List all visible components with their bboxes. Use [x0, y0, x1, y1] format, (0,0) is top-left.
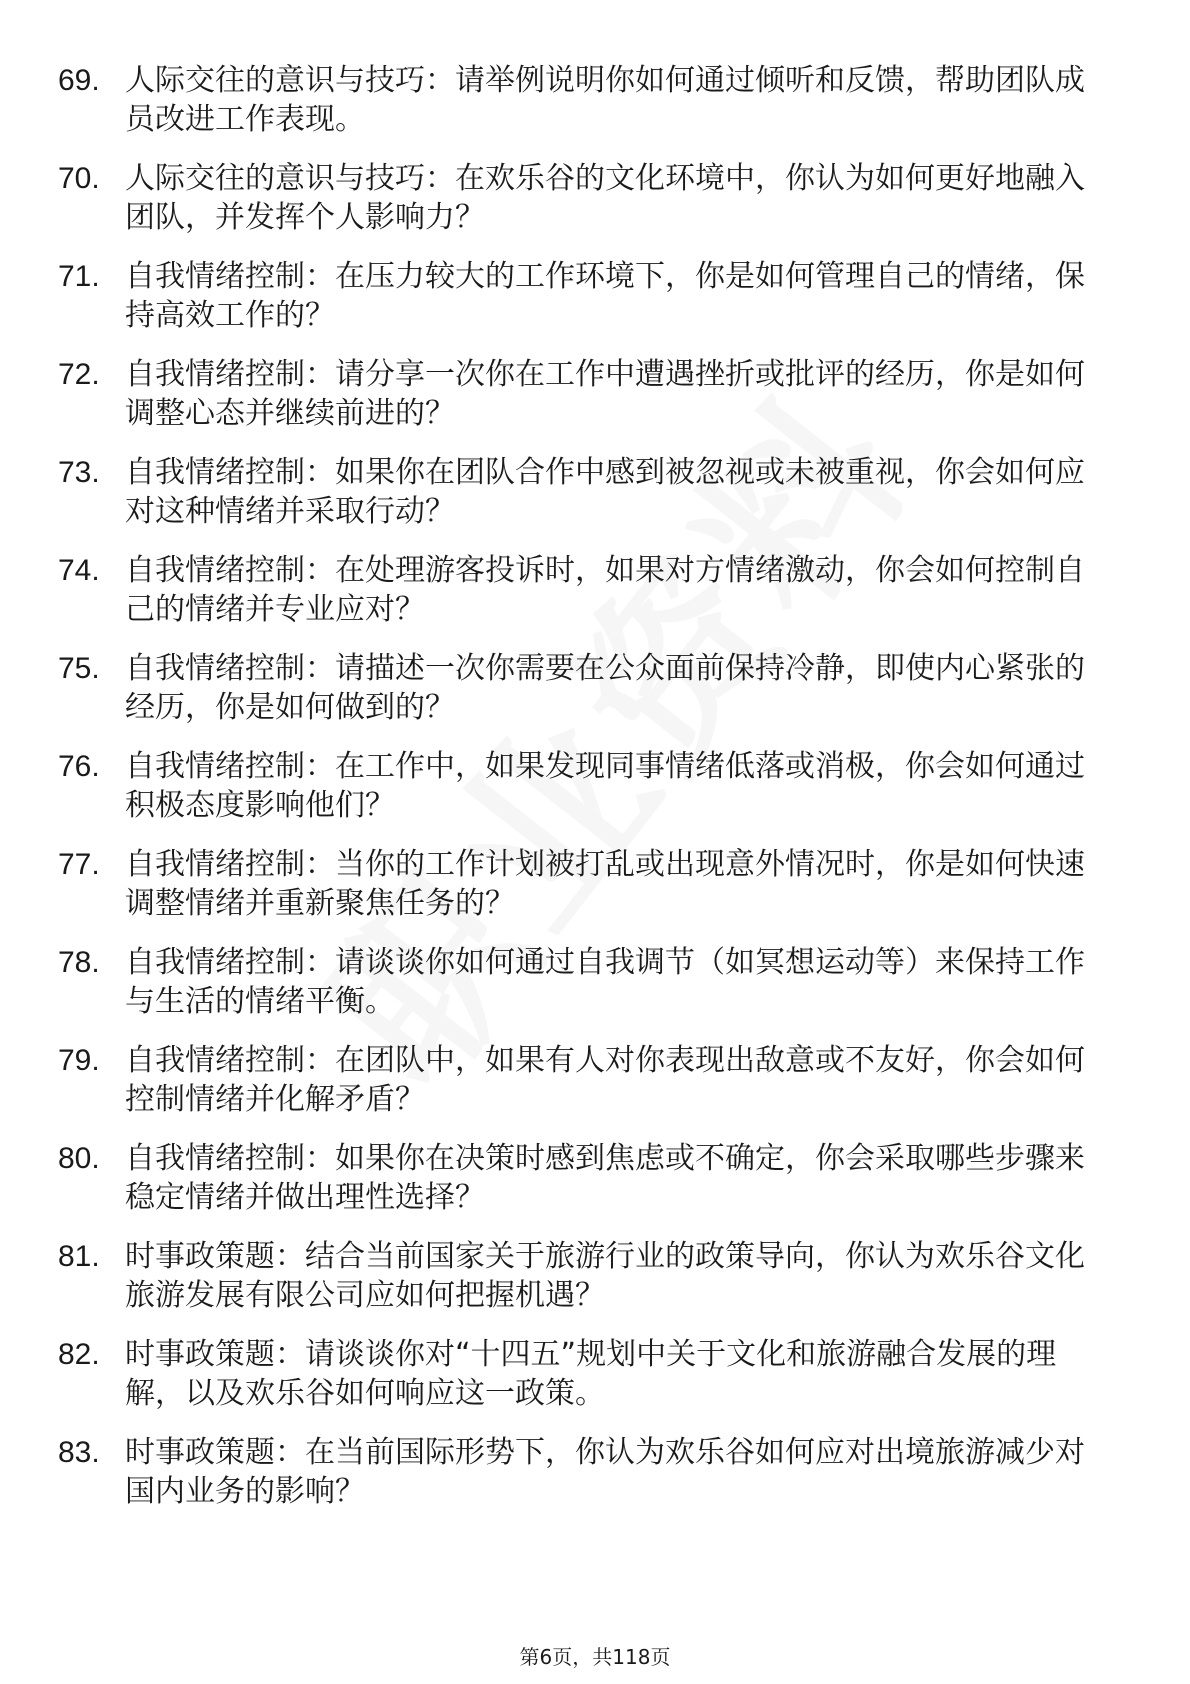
question-text: 自我情绪控制：如果你在团队合作中感到被忽视或未被重视，你会如何应对这种情绪并采取行动？ [125, 455, 1085, 529]
question-text: 自我情绪控制：在工作中，如果发现同事情绪低落或消极，你会如何通过积极态度影响他们？ [125, 749, 1085, 823]
question-number: 69. [58, 64, 100, 97]
question-text: 时事政策题：请谈谈你对“十四五”规划中关于文化和旅游融合发展的理解，以及欢乐谷如何响应这一政策。 [125, 1337, 1057, 1411]
question-text: 自我情绪控制：请描述一次你需要在公众面前保持冷静，即使内心紧张的经历，你是如何做到的？ [125, 651, 1085, 725]
question-number: 80. [58, 1142, 100, 1175]
question-number: 81. [58, 1240, 100, 1273]
question-text: 自我情绪控制：在处理游客投诉时，如果对方情绪激动，你会如何控制自己的情绪并专业应对？ [125, 553, 1085, 627]
question-text: 自我情绪控制：在压力较大的工作环境下，你是如何管理自己的情绪，保持高效工作的？ [125, 259, 1085, 333]
question-number: 77. [58, 848, 100, 881]
question-number: 70. [58, 162, 100, 195]
question-text: 时事政策题：结合当前国家关于旅游行业的政策导向，你认为欢乐谷文化旅游发展有限公司应如何把握机遇？ [125, 1239, 1085, 1313]
question-number: 73. [58, 456, 100, 489]
question-item [0, 1028, 1190, 1126]
question-number: 72. [58, 358, 100, 391]
question-number: 82. [58, 1338, 100, 1371]
question-item [0, 636, 1190, 734]
question-number: 75. [58, 652, 100, 685]
question-text: 自我情绪控制：请谈谈你如何通过自我调节（如冥想运动等）来保持工作与生活的情绪平衡。 [125, 945, 1085, 1019]
question-number: 83. [58, 1436, 100, 1469]
question-item [0, 832, 1190, 930]
question-number: 76. [58, 750, 100, 783]
question-item [0, 930, 1190, 1028]
question-list [0, 48, 1190, 1518]
question-text: 自我情绪控制：在团队中，如果有人对你表现出敌意或不友好，你会如何控制情绪并化解矛盾？ [125, 1043, 1085, 1117]
question-item [0, 1224, 1190, 1322]
question-item [0, 1126, 1190, 1224]
question-item [0, 538, 1190, 636]
question-item [0, 244, 1190, 342]
question-number: 71. [58, 260, 100, 293]
question-text: 自我情绪控制：当你的工作计划被打乱或出现意外情况时，你是如何快速调整情绪并重新聚焦任务的？ [125, 847, 1085, 921]
question-item [0, 146, 1190, 244]
question-text: 自我情绪控制：如果你在决策时感到焦虑或不确定，你会采取哪些步骤来稳定情绪并做出理性选择？ [125, 1141, 1085, 1215]
question-number: 79. [58, 1044, 100, 1077]
question-item [0, 1420, 1190, 1518]
question-item [0, 1322, 1190, 1420]
page-footer: 第6页，共118页 [519, 1645, 671, 1669]
question-item [0, 48, 1190, 146]
question-item [0, 440, 1190, 538]
question-text: 人际交往的意识与技巧：请举例说明你如何通过倾听和反馈，帮助团队成员改进工作表现。 [125, 63, 1085, 137]
question-text: 时事政策题：在当前国际形势下，你认为欢乐谷如何应对出境旅游减少对国内业务的影响？ [125, 1435, 1085, 1509]
question-number: 78. [58, 946, 100, 979]
question-number: 74. [58, 554, 100, 587]
question-item [0, 342, 1190, 440]
question-text: 自我情绪控制：请分享一次你在工作中遭遇挫折或批评的经历，你是如何调整心态并继续前进的？ [125, 357, 1085, 431]
question-text: 人际交往的意识与技巧：在欢乐谷的文化环境中，你认为如何更好地融入团队，并发挥个人影响力？ [125, 161, 1085, 235]
question-item [0, 734, 1190, 832]
